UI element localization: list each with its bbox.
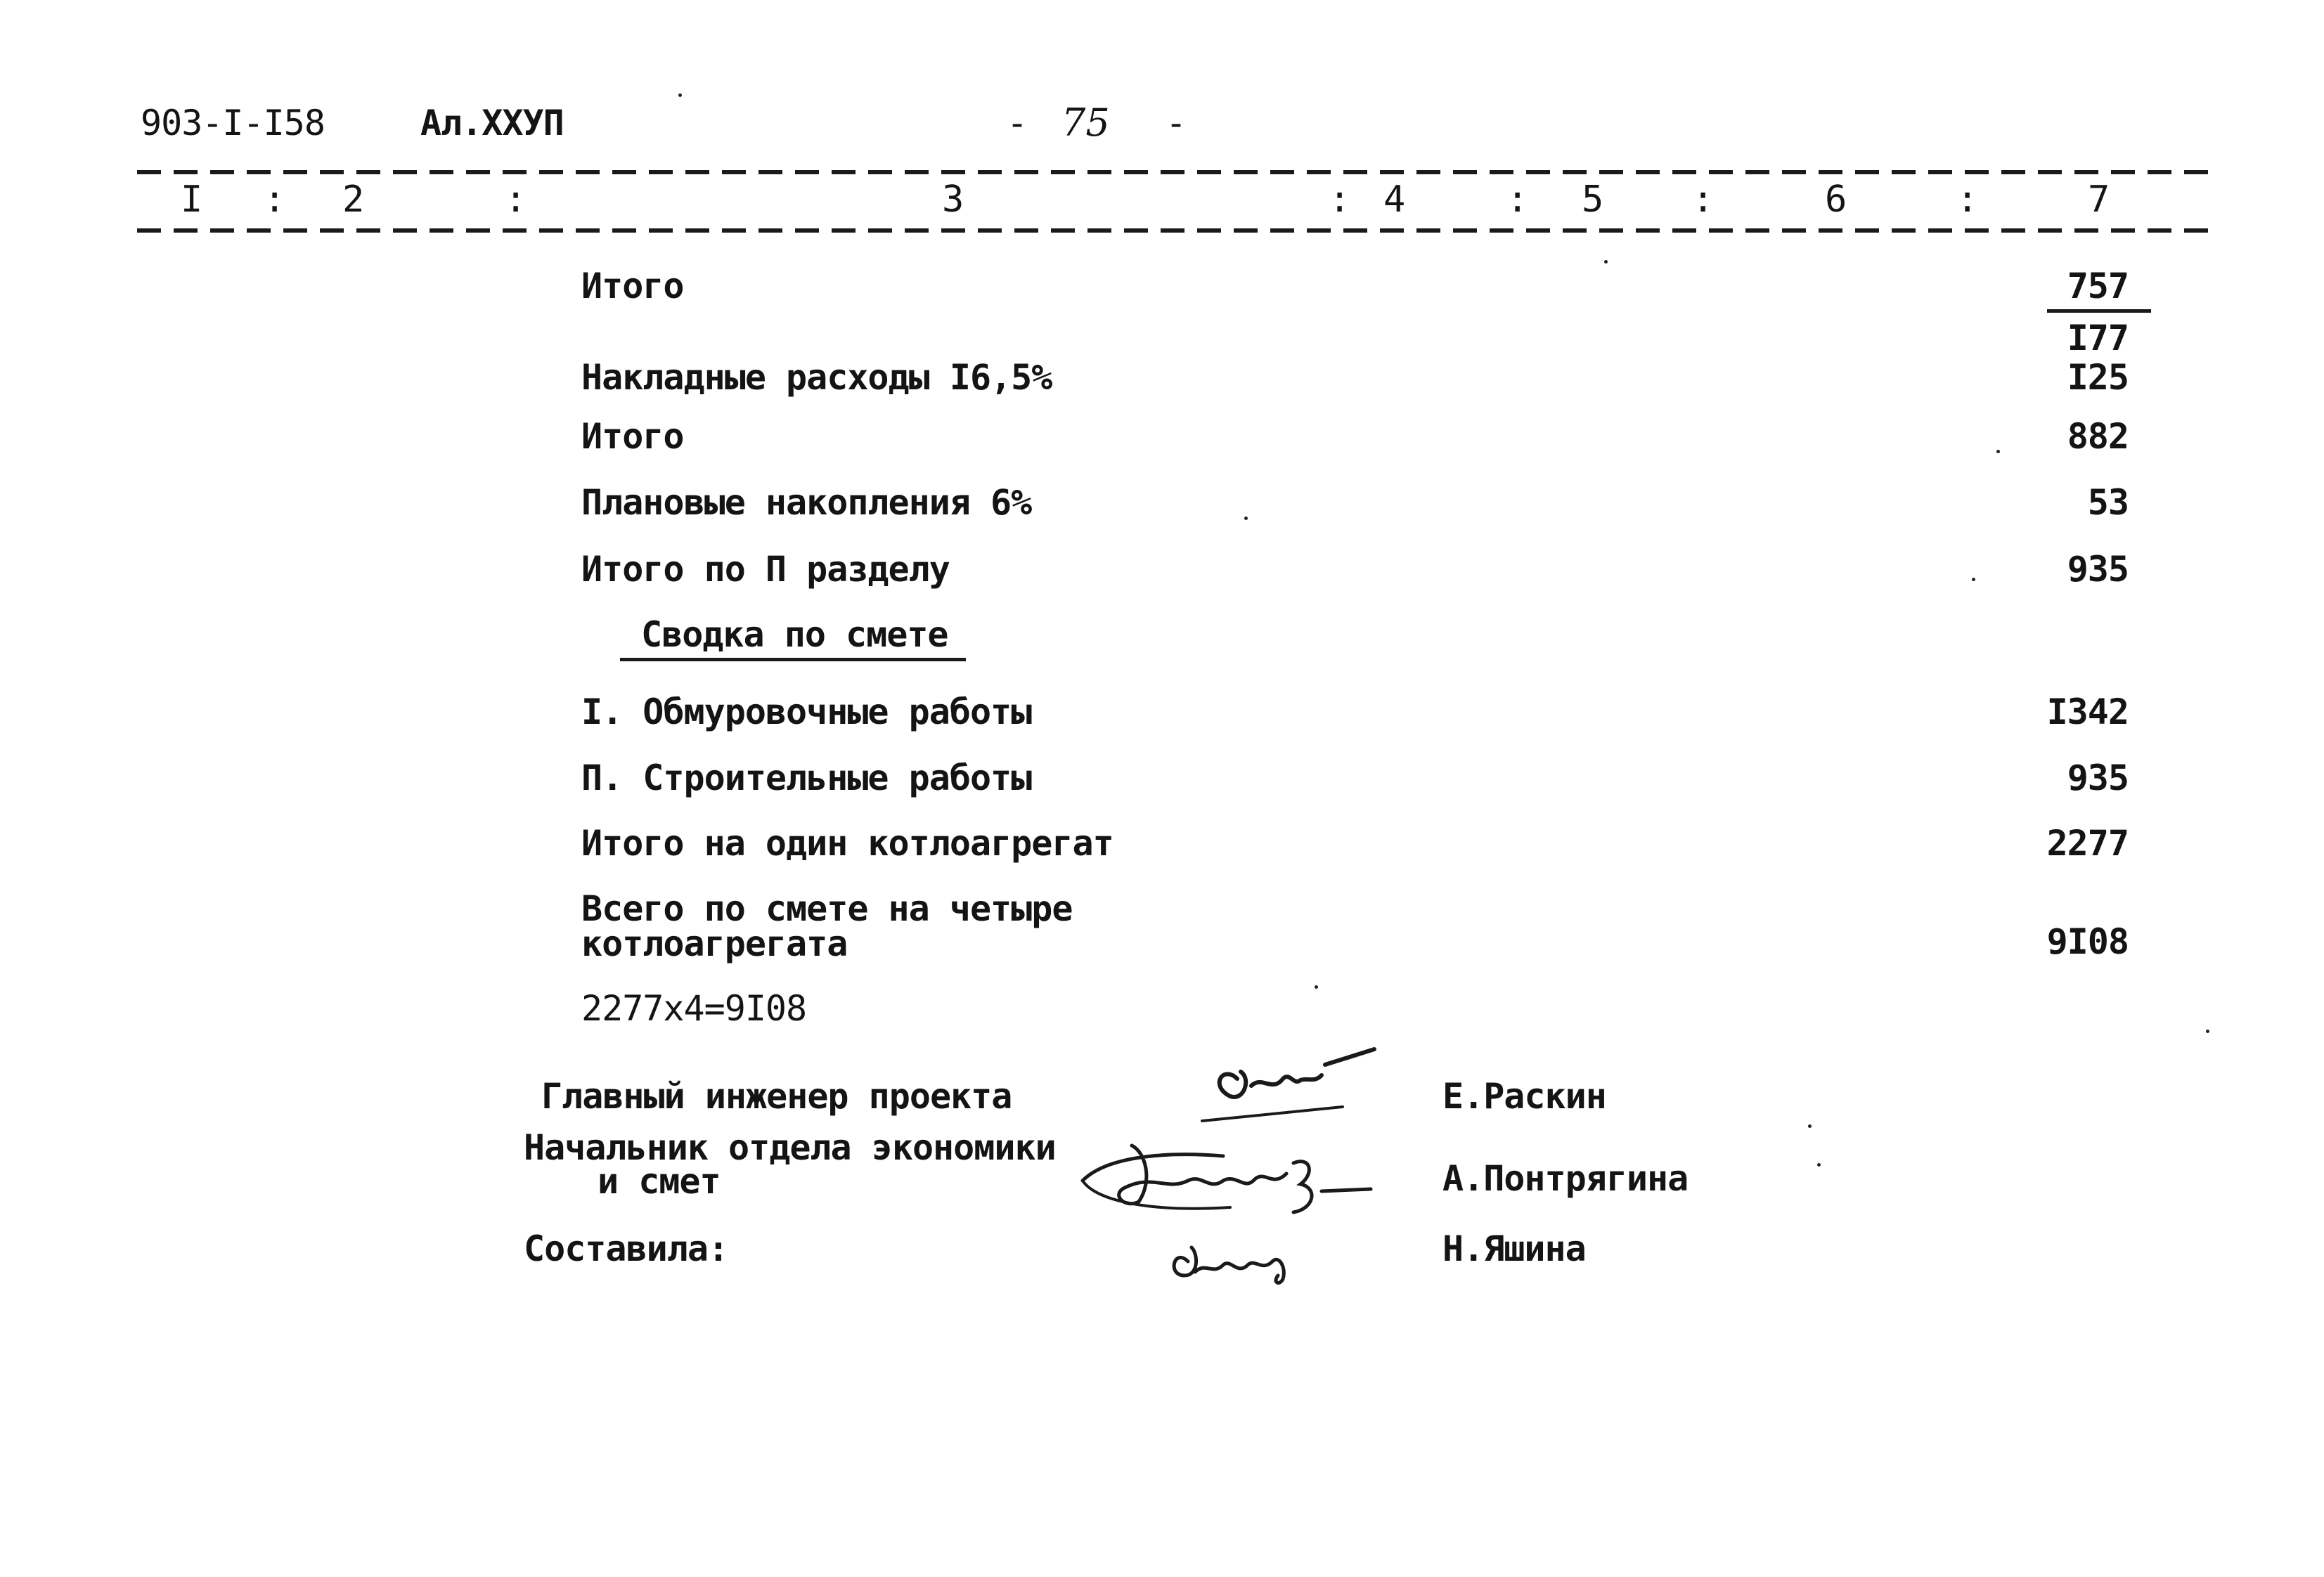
summary-heading-underline xyxy=(620,658,966,661)
page-dash-left: - xyxy=(1007,103,1028,143)
row-value-subtotal: I77 xyxy=(2067,318,2129,358)
row-value-section-total: 935 xyxy=(2067,549,2129,590)
column-header-2: 2 xyxy=(342,179,365,221)
row-value-total-2: 882 xyxy=(2067,416,2129,457)
row-value-total: 757 xyxy=(2067,266,2129,306)
summary-label-per-unit: Итого на один котлоагрегат xyxy=(581,823,1113,864)
column-header-3: 3 xyxy=(942,179,964,221)
handwritten-signature-dept-head xyxy=(1069,1124,1406,1230)
page-dash-right: - xyxy=(1166,103,1187,143)
row-value-overhead: I25 xyxy=(2067,357,2129,398)
column-header-4: 4 xyxy=(1383,179,1406,221)
scan-speck xyxy=(1996,450,2000,453)
value-underline xyxy=(2047,309,2151,313)
summary-value-masonry: I342 xyxy=(2046,692,2129,732)
column-separator: : xyxy=(1692,179,1715,221)
column-header-1: I xyxy=(181,179,203,221)
column-header-6: 6 xyxy=(1825,179,1847,221)
page-number: 75 xyxy=(1061,100,1110,145)
summary-label-masonry: I. Обмуровочные работы xyxy=(581,692,1032,732)
summary-formula: 2277x4=9I08 xyxy=(581,988,807,1029)
summary-total-label-line1: Всего по смете на четыре xyxy=(581,888,1073,929)
summary-total-label-line2: котлоагрегата xyxy=(581,923,848,964)
scan-speck xyxy=(678,93,682,97)
signature-role-dept-head: Начальник отдела экономики xyxy=(524,1127,1056,1168)
scan-speck xyxy=(1604,260,1608,264)
summary-value-per-unit: 2277 xyxy=(2046,823,2129,864)
signature-role-dept-head-line2: и смет xyxy=(598,1161,721,1202)
column-separator: : xyxy=(505,179,527,221)
row-label-overhead: Накладные расходы I6,5% xyxy=(581,357,1052,398)
summary-label-construction: П. Строительные работы xyxy=(581,758,1032,798)
scan-speck xyxy=(1817,1163,1821,1167)
column-header-bottom-rule xyxy=(137,228,2218,233)
handwritten-signature-chief-engineer xyxy=(1195,1037,1392,1128)
summary-value-construction: 935 xyxy=(2067,758,2129,798)
column-separator: : xyxy=(1506,179,1529,221)
column-header-5: 5 xyxy=(1582,179,1604,221)
scan-speck xyxy=(1244,517,1248,520)
column-header-7: 7 xyxy=(2088,179,2110,221)
scan-speck xyxy=(2206,1030,2209,1033)
row-label-section-total: Итого по П разделу xyxy=(581,549,950,590)
row-label-total-2: Итого xyxy=(581,416,684,457)
column-separator: : xyxy=(1329,179,1351,221)
scan-speck xyxy=(1972,578,1975,581)
document-code: 903-I-I58 xyxy=(141,103,325,143)
summary-heading: Сводка по смете xyxy=(641,614,948,655)
row-value-planned-savings: 53 xyxy=(2087,482,2129,523)
column-separator: : xyxy=(264,179,286,221)
scan-speck xyxy=(1315,985,1318,989)
signature-name-compiler: Н.Яшина xyxy=(1442,1228,1586,1269)
column-separator: : xyxy=(1956,179,1979,221)
summary-total-value: 9I08 xyxy=(2046,921,2129,962)
signature-role-chief-engineer: Главный инженер проекта xyxy=(541,1076,1012,1117)
sheet-label: Ал.XXУП xyxy=(420,103,564,143)
scan-speck xyxy=(1808,1124,1812,1128)
signature-role-compiler: Составила: xyxy=(524,1228,729,1269)
handwritten-signature-compiler xyxy=(1167,1226,1308,1290)
row-label-total: Итого xyxy=(581,266,684,306)
signature-name-chief-engineer: Е.Раскин xyxy=(1442,1076,1606,1117)
signature-name-dept-head: А.Понтрягина xyxy=(1442,1158,1689,1199)
row-label-planned-savings: Плановые накопления 6% xyxy=(581,482,1032,523)
column-header-top-rule xyxy=(137,170,2218,174)
